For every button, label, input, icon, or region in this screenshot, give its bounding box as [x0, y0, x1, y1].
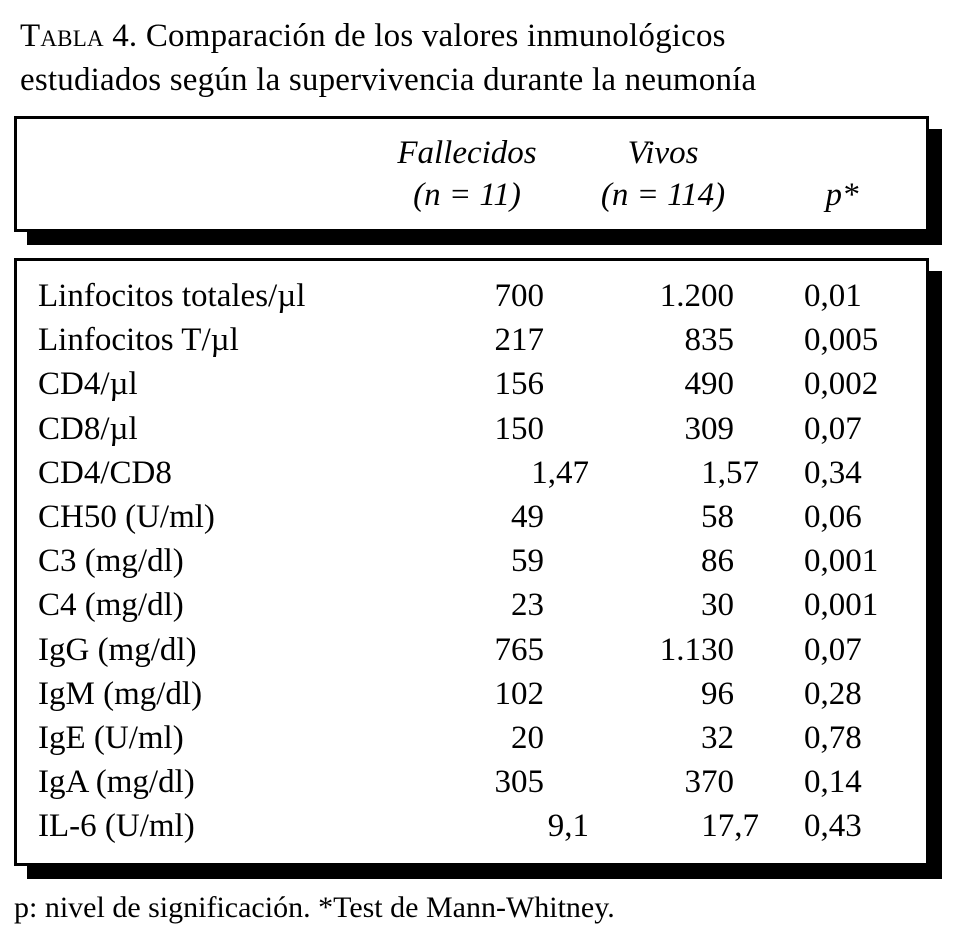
cell-fallecidos: 700 [494, 278, 544, 314]
cell-p-value: 0,78 [804, 720, 862, 756]
cell-fallecidos: 217 [494, 322, 544, 359]
row-label: C3 (mg/dl) [38, 543, 184, 580]
cell-fallecidos: 59 [511, 543, 544, 580]
row-label: CH50 (U/ml) [38, 499, 215, 535]
header-vivos-name: Vivos [627, 135, 699, 171]
cell-fallecidos: 102 [494, 675, 544, 712]
cell-p-value: 0,07 [804, 631, 862, 668]
header-fallecidos-name: Fallecidos [397, 135, 537, 171]
table-caption [20, 14, 940, 102]
table-row [14, 318, 929, 362]
cell-p-value: 0,005 [804, 322, 879, 359]
cell-fallecidos: 150 [494, 410, 544, 447]
cell-vivos: 86 [701, 543, 734, 580]
header-p: p* [825, 177, 859, 213]
cell-fallecidos: 23 [511, 587, 544, 624]
cell-p-value: 0,14 [804, 764, 862, 801]
row-label: C4 (mg/dl) [38, 587, 184, 624]
cell-fallecidos: 1,47 [531, 454, 589, 491]
row-label: Linfocitos totales/µl [38, 278, 306, 314]
caption-title-line-1: Comparación de los valores inmunológicos [145, 18, 726, 54]
table-row [14, 451, 929, 495]
cell-vivos: 490 [684, 366, 734, 403]
cell-p-value: 0,002 [804, 366, 879, 403]
caption-title-line-2: estudiados según la supervivencia durante la neumonía [20, 62, 757, 98]
cell-vivos: 370 [684, 764, 734, 801]
row-label: IgA (mg/dl) [38, 764, 195, 801]
table-row [14, 583, 929, 627]
cell-p-value: 0,001 [804, 543, 879, 580]
cell-vivos: 32 [701, 720, 734, 756]
cell-fallecidos: 9,1 [547, 808, 589, 845]
cell-vivos: 309 [684, 410, 734, 447]
cell-p-value: 0,07 [804, 410, 862, 447]
cell-fallecidos: 765 [494, 631, 544, 668]
table-row [14, 760, 929, 804]
cell-vivos: 835 [684, 322, 734, 359]
row-label: IgE (U/ml) [38, 720, 184, 756]
table-row [14, 362, 929, 406]
cell-fallecidos: 20 [511, 720, 544, 756]
table-row [14, 495, 929, 539]
table-row [14, 539, 929, 583]
table-row [14, 407, 929, 451]
cell-fallecidos: 156 [494, 366, 544, 403]
cell-p-value: 0,28 [804, 675, 862, 712]
table-row [14, 628, 929, 672]
cell-vivos: 96 [701, 675, 734, 712]
cell-vivos: 1.200 [659, 278, 734, 314]
caption-line-1 [20, 14, 940, 58]
caption-label: Tabla 4. [20, 18, 138, 54]
header-fallecidos-n: (n = 11) [413, 177, 521, 213]
table-footnote: p: nivel de significación. *Test de Mann-Whitney. [14, 891, 615, 924]
cell-p-value: 0,06 [804, 499, 862, 535]
row-label: CD4/CD8 [38, 454, 172, 491]
cell-p-value: 0,01 [804, 278, 862, 314]
header-vivos-n: (n = 114) [600, 177, 726, 213]
cell-vivos: 1,57 [701, 454, 759, 491]
cell-vivos: 17,7 [701, 808, 759, 845]
row-label: IL-6 (U/ml) [38, 808, 195, 845]
cell-p-value: 0,34 [804, 454, 862, 491]
cell-vivos: 1.130 [659, 631, 734, 668]
cell-fallecidos: 49 [511, 499, 544, 535]
row-label: CD8/µl [38, 410, 138, 447]
cell-p-value: 0,43 [804, 808, 862, 845]
cell-vivos: 58 [701, 499, 734, 535]
table-row [14, 274, 929, 318]
row-label: IgM (mg/dl) [38, 675, 203, 712]
cell-p-value: 0,001 [804, 587, 879, 624]
table-header [14, 116, 929, 232]
cell-vivos: 30 [701, 587, 734, 624]
table-row [14, 672, 929, 716]
table-row [14, 804, 929, 848]
row-label: CD4/µl [38, 366, 138, 403]
cell-fallecidos: 305 [494, 764, 544, 801]
row-label: Linfocitos T/µl [38, 322, 239, 359]
row-label: IgG (mg/dl) [38, 631, 197, 668]
table-row [14, 716, 929, 760]
